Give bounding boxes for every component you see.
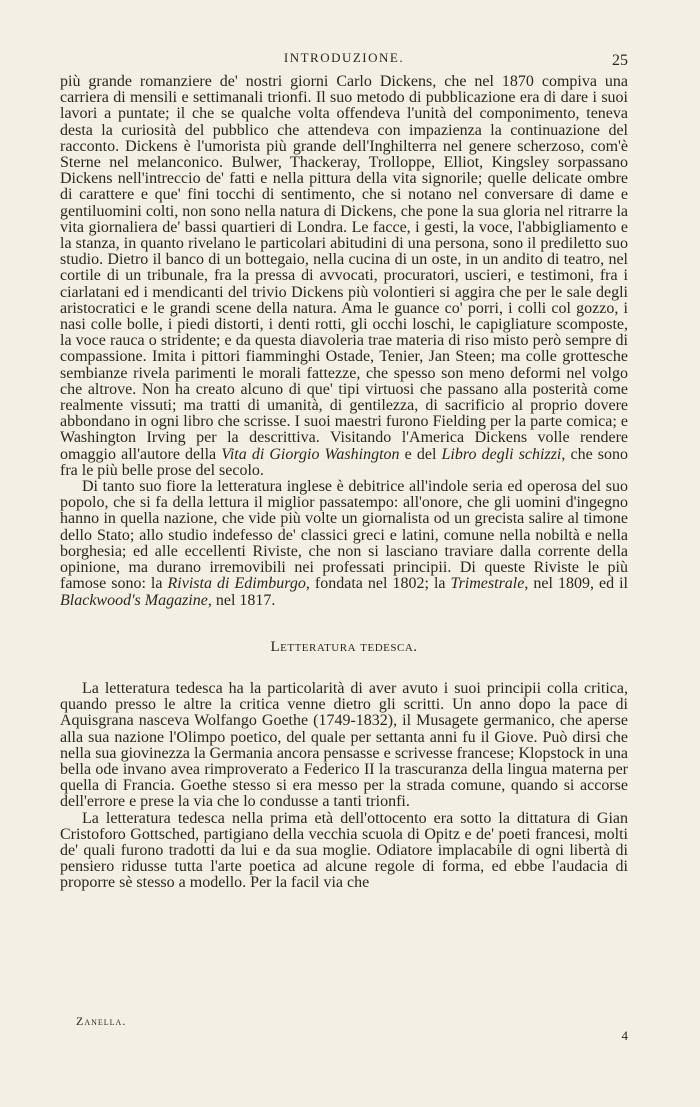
signature-number: 4 — [621, 1028, 628, 1043]
paragraph-riviste: Di tanto suo fiore la letteratura inglese è debitrice all'indole seria ed operosa del suo popolo, che si fa della lettura il miglior passatempo: all'onore, che gli uomini d'ingegno hanno in quella nazione, che vide più volte un giornalista od un grecista salire al timone dello Stato; allo studio indefesso de' classici greci e latini, comune nella nobiltà e nella borghesia; ed alle eccellenti Riviste, che non si lasciano traviare dalla corrente della opinione, ma durano irremovibili nei professati principii. Di queste Riviste le più famose sono: la Rivista di Edimburgo, fondata nel 1802; la Trimestrale, nel 1809, ed il Blackwood's Magazine, nel 1817. — [60, 478, 629, 609]
italic-title: Trimestrale — [450, 575, 525, 593]
paragraph-goethe: La letteratura tedesca ha la particolarità di aver avuto i suoi principii colla critica, quando presso le altre la critica venne dietro gli scritti. Un anno dopo la pace di Aquisgrana nasceva Wolfango Goethe (1749-1832), il Musagete germanico, che aperse alla sua nazione l'Olimpo poetico, del quale per settanta anni fu il Giove. Può dirsi che nella sua giovinezza la Germania ancora pensasse e scrivesse francese; Klopstock in una bella ode invano avea rimproverato a Federico II la trascuranza della lingua materna per quella di Francia. Goethe stesso si era messo per la strada comune, quando si accorse dell'errore e prese la via che lo condusse a tanti trionfi. — [60, 679, 628, 811]
page-number: 25 — [612, 52, 628, 69]
page-header — [60, 50, 628, 70]
italic-title: Vita di Giorgio Washington — [221, 445, 400, 463]
paragraph-dickens: più grande romanziere de' nostri giorni Carlo Dickens, che nel 1870 compiva una carriera di mensili e settimanali trionfi. Il suo metodo di pubblicazione era di dare i suoi lavori a puntate; il che se qualche volta offendeva l'unità del componimento, teneva desta la curiosità del pubblico che attendeva con impazienza la continuazione del racconto. Dickens è l'umorista più grande dell'Inghilterra nel genere scherzoso, com'è Sterne nel melanconico. Bulwer, Thackeray, Trolloppe, Elliot, Kingsley sorpassano Dickens nell'intreccio de' fatti e nella pittura della vita signorile; quelle delicate ombre di carattere e que' fini tocchi di sentimento, che si notano nel conversare di dame e gentiluomini colti, non sono nella natura di Dickens, che pone la sua gloria nel ritrarre la vita giornaliera de' bassi quartieri di Londra. Le facce, i gesti, la voce, l'abbigliamento e la stanza, in quanto rivelano le particolari abitudini di una persona, sono il prediletto suo studio. Dietro il banco di un bottegaio, nella cucina di un oste, in un andito di teatro, nel cortile di un tribunale, fra la pressa di avvocati, procuratori, uscieri, e testimoni, fra i ciarlatani ed i mendicanti del trivio Dickens più volontieri si aggira che per le sale degli aristocratici e le grandi scene della natura. Ama le guance co' porri, i colli col gozzo, i nasi colle bolle, i piedi distorti, i denti rotti, gli occhi loschi, le capigliature scomposte, la voce rauca o stridente; e da questa diavoleria trae materia di riso misto però sempre di compassione. Imita i pittori fiamminghi Ostade, Tenier, Jan Steen; ma colle grottesche sembianze rivela parimenti le morali fattezze, che spesso son meno deformi nel volgo che altrove. Non ha creato alcuno di que' tipi virtuosi che passano alla posterità come realmente vissuti; ma tratti di umanità, di gentilezza, di sacrificio al proprio dovere abbondano in ogni libro che scrisse. I suoi maestri furono Fielding per la parte comica; e Washington Irving per la descrittiva. Visitando l'America Dickens volle rendere omaggio all'autore della Vita di Giorgio Washington e del Libro degli schizzi, che sono fra le più belle prose del secolo. — [60, 73, 629, 479]
italic-title: Libro degli schizzi — [441, 445, 562, 463]
page-footer — [60, 1014, 628, 1044]
italic-title: Rivista di Edimburgo — [167, 575, 306, 593]
paragraph-gottsched: La letteratura tedesca nella prima età dell'ottocento era sotto la dittatura di Gian Cristoforo Gottsched, partigiano della vecchia scuola di Opitz e de' poeti francesi, molti de' quali furono tradotti da lui e da sua moglie. Odiatore implacabile di ogni libertà di pensiero ridusse tutta l'arte poetica ad alcune regole di forma, ed ebbe l'audacia di proporre sè stesso a modello. Per la facil via che — [60, 809, 628, 892]
italic-title: Blackwood's Magazine — [60, 591, 208, 609]
page-body — [60, 74, 628, 892]
section-title: Letteratura tedesca. — [270, 638, 418, 655]
running-head: INTRODUZIONE. — [283, 50, 405, 65]
signature-mark-author: Zanella. — [76, 1014, 127, 1028]
